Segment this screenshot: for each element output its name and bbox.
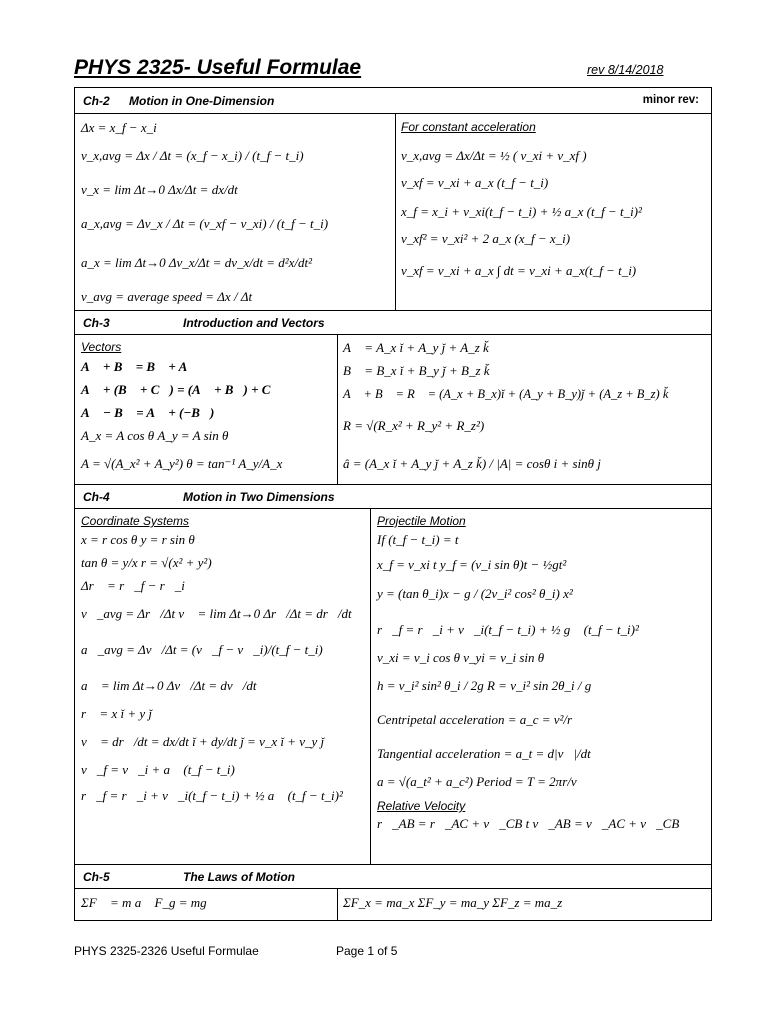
footer-course: PHYS 2325-2326 Useful Formulae (74, 944, 259, 958)
formula: v_x,avg = Δx/Δt = ½ ( v_xi + v_xf ) (401, 148, 587, 163)
formula: x_f = x_i + v_xi(t_f − t_i) + ½ a_x (t_f − t_i)² (401, 204, 642, 219)
ch4-left-column (81, 512, 366, 862)
formula: v_xf = v_xi + a_x ∫ dt = v_xi + a_x(t_f − t_i) (401, 263, 637, 278)
formula: A⃗ + B⃗ = B⃗ + A⃗ (81, 359, 198, 374)
formula: y = (tan θ_i)x − g / (2v_i² cos² θ_i) x² (377, 586, 573, 601)
formula: h = v_i² sin² θ_i / 2g R = v_i² sin 2θ_i / g (377, 678, 592, 693)
formula: v_x = lim Δt→0 Δx/Δt = dx/dt (81, 182, 238, 197)
ch4-right-column (377, 512, 709, 862)
ch5-name: The Laws of Motion (183, 870, 295, 884)
vectors-title: Vectors (81, 340, 122, 354)
minor-rev-label: minor rev: (642, 94, 699, 106)
ch3-chapter: Ch-3 (83, 316, 110, 330)
ch2-left-column (81, 118, 391, 308)
projectile-title: Projectile Motion (377, 514, 466, 528)
footer-page: Page 1 of 5 (336, 944, 398, 958)
formula: a⃗ = lim Δt→0 Δv⃗/Δt = dv⃗/dt (81, 678, 257, 693)
formula: r⃗ = x ǐ + y ǰ (81, 706, 152, 721)
formula: x = r cos θ y = r sin θ (81, 532, 195, 547)
revision-date: rev 8/14/2018 (587, 63, 664, 77)
ch5-left-column (81, 893, 333, 917)
formula: r⃗_f = r⃗_i + v⃗_i(t_f − t_i) + ½ a⃗ (t_f − t_i)² (81, 788, 343, 803)
ch3-name: Introduction and Vectors (183, 316, 325, 330)
formula: v_xf = v_xi + a_x (t_f − t_i) (401, 175, 549, 190)
ch5-right-column (343, 893, 709, 917)
ch2-name: Motion in One-Dimension (129, 94, 275, 108)
formula: r⃗_AB = r⃗_AC + v⃗_CB t v⃗_AB = v⃗_AC + v⃗_CB (377, 816, 680, 831)
ch5-chapter: Ch-5 (83, 870, 110, 884)
formula: â = (A_x ǐ + A_y ǰ + A_z k̆) / |A| = cosθ i + sinθ j (343, 456, 601, 471)
formula: v⃗_f = v⃗_i + a⃗ (t_f − t_i) (81, 762, 235, 777)
ch4-name: Motion in Two Dimensions (183, 490, 335, 504)
formula-table (74, 87, 712, 921)
formula: a_x,avg = Δv_x / Δt = (v_xf − v_xi) / (t_f − t_i) (81, 216, 329, 231)
formula: B⃗ = B_x ǐ + B_y ǰ + B_z k̆ (343, 363, 490, 378)
ch2-header (83, 94, 274, 108)
formula: ΣF⃗ = m a⃗ F_g = mg (81, 895, 207, 910)
formula: v_avg = average speed = Δx / Δt (81, 289, 253, 304)
ch3-header (83, 316, 325, 330)
formula: x_f = v_xi t y_f = (v_i sin θ)t − ½gt² (377, 557, 567, 572)
ch5-header (83, 870, 295, 884)
formula: ΣF_x = ma_x ΣF_y = ma_y ΣF_z = ma_z (343, 895, 563, 910)
formula: A⃗ + (B⃗ + C⃗) = (A⃗ + B⃗) + C⃗ (81, 382, 281, 397)
formula: A_x = A cos θ A_y = A sin θ (81, 428, 229, 443)
ch3-right-column (343, 338, 709, 482)
ch3-left-column (81, 338, 333, 482)
ch4-chapter: Ch-4 (83, 490, 110, 504)
formula: v_xi = v_i cos θ v_yi = v_i sin θ (377, 650, 545, 665)
formula: v_x,avg = Δx / Δt = (x_f − x_i) / (t_f − t_i) (81, 148, 304, 163)
formula: A⃗ − B⃗ = A⃗ + (−B⃗) (81, 405, 215, 420)
formula: A⃗ = A_x ǐ + A_y ǰ + A_z k̆ (343, 340, 489, 355)
relative-velocity-title: Relative Velocity (377, 799, 466, 813)
formula: v⃗ = dr⃗/dt = dx/dt ǐ + dy/dt ǰ = v_x ǐ + v_y ǰ (81, 734, 325, 749)
ch2-right-column (401, 118, 706, 308)
formula: A = √(A_x² + A_y²) θ = tan⁻¹ A_y/A_x (81, 456, 283, 471)
formula: a_x = lim Δt→0 Δv_x/Δt = dv_x/dt = d²x/dt² (81, 255, 313, 270)
formula: Tangential acceleration = a_t = d|v⃗|/dt (377, 746, 591, 761)
formula: v_xf² = v_xi² + 2 a_x (x_f − x_i) (401, 231, 571, 246)
coord-systems-title: Coordinate Systems (81, 514, 190, 528)
page-title: PHYS 2325- Useful Formulae (74, 56, 362, 79)
formula: Δr⃗ = r⃗_f − r⃗_i (81, 578, 185, 593)
formula: A⃗ + B⃗ = R⃗ = (A_x + B_x)ǐ + (A_y + B_y)ǰ + (A_z + B_z) k̆ (343, 387, 669, 401)
ch2-chapter: Ch-2 (83, 94, 110, 108)
formula: a = √(a_t² + a_c²) Period = T = 2πr/v (377, 774, 577, 789)
formula: v⃗_avg = Δr⃗/Δt v⃗ = lim Δt→0 Δr⃗/Δt = dr⃗/dt (81, 606, 352, 621)
formula: a⃗_avg = Δv⃗/Δt = (v⃗_f − v⃗_i)/(t_f − t_i) (81, 642, 323, 657)
ch4-header (83, 490, 335, 504)
formula: Centripetal acceleration = a_c = v²/r (377, 712, 573, 727)
formula: Δx = x_f − x_i (81, 120, 157, 135)
const-accel-title: For constant acceleration (401, 120, 536, 134)
formula: tan θ = y/x r = √(x² + y²) (81, 555, 212, 570)
formula: R = √(R_x² + R_y² + R_z²) (343, 418, 485, 433)
formula: r⃗_f = r⃗_i + v⃗_i(t_f − t_i) + ½ g⃗ (t_f − t_i)² (377, 622, 639, 637)
formula: If (t_f − t_i) = t (377, 532, 459, 547)
